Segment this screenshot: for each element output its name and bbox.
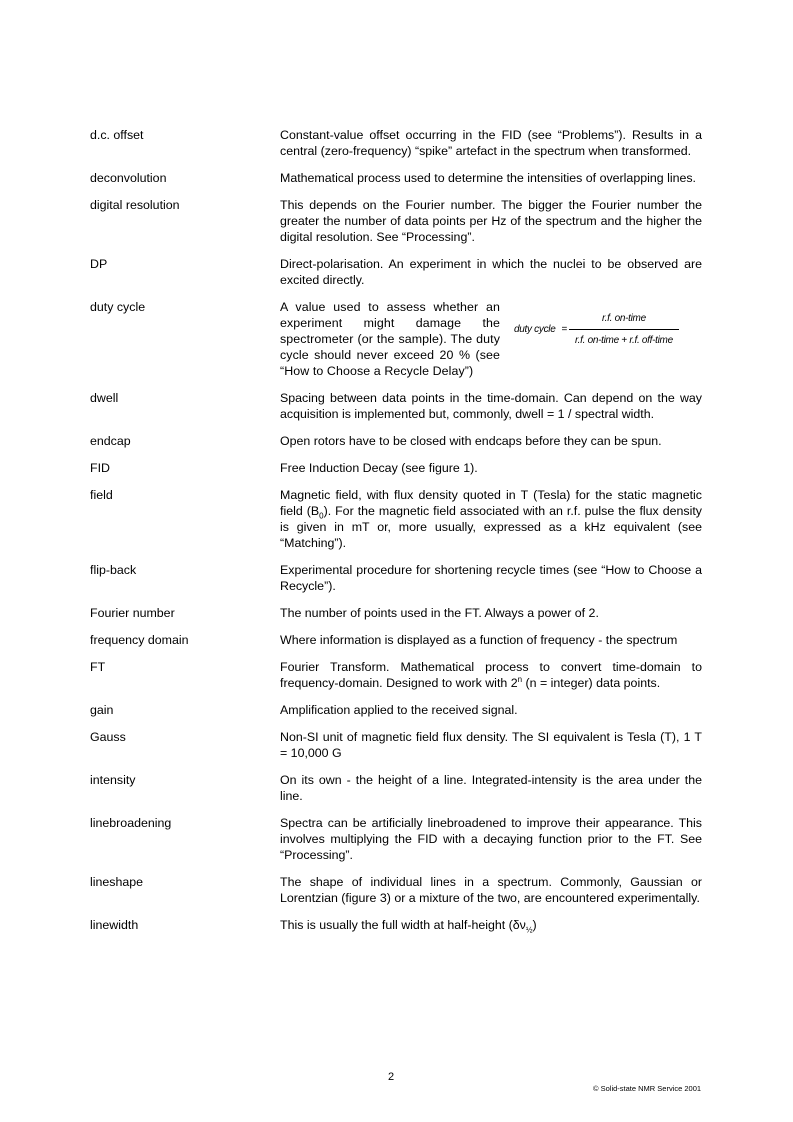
glossary-entry-linebroadening (90, 815, 702, 863)
definition: On its own - the height of a line. Integrated-intensity is the area under the line. (280, 773, 702, 803)
glossary-entry-lineshape (90, 874, 702, 906)
glossary-entry-dwell (90, 390, 702, 422)
definition: Non-SI unit of magnetic field flux density. The SI equivalent is Tesla (T), 1 T = 10,000 G (280, 730, 702, 760)
definition-text: This is usually the full width at half-height (δν (280, 918, 526, 932)
term: Fourier number (90, 606, 175, 620)
term: field (90, 488, 113, 502)
definition: Constant-value offset occurring in the FID (see “Problems”). Results in a central (zero-frequency) “spike” artefact in the spectrum when transformed. (280, 128, 702, 158)
glossary-entry-gain (90, 702, 702, 718)
definition (280, 487, 702, 551)
definition-text: ) (532, 918, 537, 932)
definition: Where information is displayed as a function of frequency - the spectrum (280, 633, 678, 647)
glossary-entry-endcap (90, 433, 702, 449)
definition: Amplification applied to the received signal. (280, 703, 518, 717)
term: FT (90, 660, 106, 674)
definition-text: Magnetic field, with flux density quoted in T (Tesla) for the static magnetic field (B (280, 488, 702, 518)
glossary-entry-dc-offset (90, 127, 702, 159)
term: duty cycle (90, 300, 146, 314)
term: frequency domain (90, 633, 189, 647)
term: gain (90, 703, 114, 717)
glossary-entry-intensity (90, 772, 702, 804)
term: digital resolution (90, 198, 180, 212)
glossary-entry-frequency-domain (90, 632, 702, 648)
definition: Mathematical process used to determine the intensities of overlapping lines. (280, 171, 696, 185)
definition: Free Induction Decay (see figure 1). (280, 461, 478, 475)
definition: Spectra can be artificially linebroadened to improve their appearance. This involves multiplying the FID with a decaying function prior to the FT. See “Processing”. (280, 816, 702, 862)
term: FID (90, 461, 110, 475)
definition: The shape of individual lines in a spectrum. Commonly, Gaussian or Lorentzian (figure 3) or a mixture of the two, are encountered experimentally. (280, 875, 702, 905)
subscript: 0 (319, 511, 324, 521)
term: Gauss (90, 730, 126, 744)
definition-text: (n = integer) data points. (522, 676, 661, 690)
term: endcap (90, 434, 131, 448)
definition: Experimental procedure for shortening recycle times (see “How to Choose a Recycle”). (280, 563, 702, 593)
term: linewidth (90, 918, 139, 932)
formula-denominator: r.f. on-time + r.f. off-time (575, 335, 673, 346)
definition-text: Fourier Transform. Mathematical process to convert time-domain to frequency-domain. Designed to work with 2 (280, 660, 702, 690)
term: DP (90, 257, 108, 271)
formula-equals: = (561, 324, 568, 335)
page-number: 2 (388, 1071, 395, 1083)
duty-cycle-text: A value used to assess whether an experiment might damage the spectrometer (or the sample). The duty cycle should never exceed 20 % (see “How to Choose a Recycle Delay”) (280, 300, 500, 378)
definition: The number of points used in the FT. Always a power of 2. (280, 606, 599, 620)
definition: This depends on the Fourier number. The bigger the Fourier number the greater the number of data points per Hz of the spectrum and the higher the digital resolution. See “Processing”. (280, 198, 702, 244)
formula-numerator: r.f. on-time (569, 311, 679, 330)
glossary-entry-digital-resolution (90, 197, 702, 245)
glossary-entry-linewidth (90, 917, 702, 933)
glossary-entry-flip-back (90, 562, 702, 594)
glossary-entry-gauss (90, 729, 702, 761)
term: deconvolution (90, 171, 167, 185)
superscript: n (517, 674, 523, 684)
term: intensity (90, 773, 136, 787)
glossary-entry-dp (90, 256, 702, 288)
glossary-entry-fid (90, 460, 702, 476)
subscript: ½ (525, 925, 533, 935)
definition-text: ). For the magnetic field associated with an r.f. pulse the flux density is given in mT or, more usually, expressed as a kHz equivalent (see “Matching”). (280, 504, 702, 550)
definition (280, 659, 702, 691)
term: flip-back (90, 563, 137, 577)
copyright-notice: © Solid-state NMR Service 2001 (593, 1084, 702, 1093)
definition: Open rotors have to be closed with endcaps before they can be spun. (280, 434, 662, 448)
definition: Direct-polarisation. An experiment in which the nuclei to be observed are excited directly. (280, 257, 702, 287)
glossary-entry-fourier-number (90, 605, 702, 621)
definition: Spacing between data points in the time-domain. Can depend on the way acquisition is implemented but, commonly, dwell = 1 / spectral width. (280, 391, 702, 421)
definition (280, 917, 702, 933)
glossary-entry-field (90, 487, 702, 551)
term: lineshape (90, 875, 144, 889)
formula-lhs: duty cycle (514, 324, 556, 335)
term: dwell (90, 391, 119, 405)
glossary-entry-deconvolution (90, 170, 702, 186)
glossary-entry-ft (90, 659, 702, 691)
formula-fraction (575, 311, 673, 349)
definition (280, 299, 702, 379)
term: linebroadening (90, 816, 172, 830)
duty-cycle-formula (514, 311, 673, 349)
glossary-entry-duty-cycle (90, 299, 702, 379)
term: d.c. offset (90, 128, 144, 142)
glossary (90, 127, 702, 944)
